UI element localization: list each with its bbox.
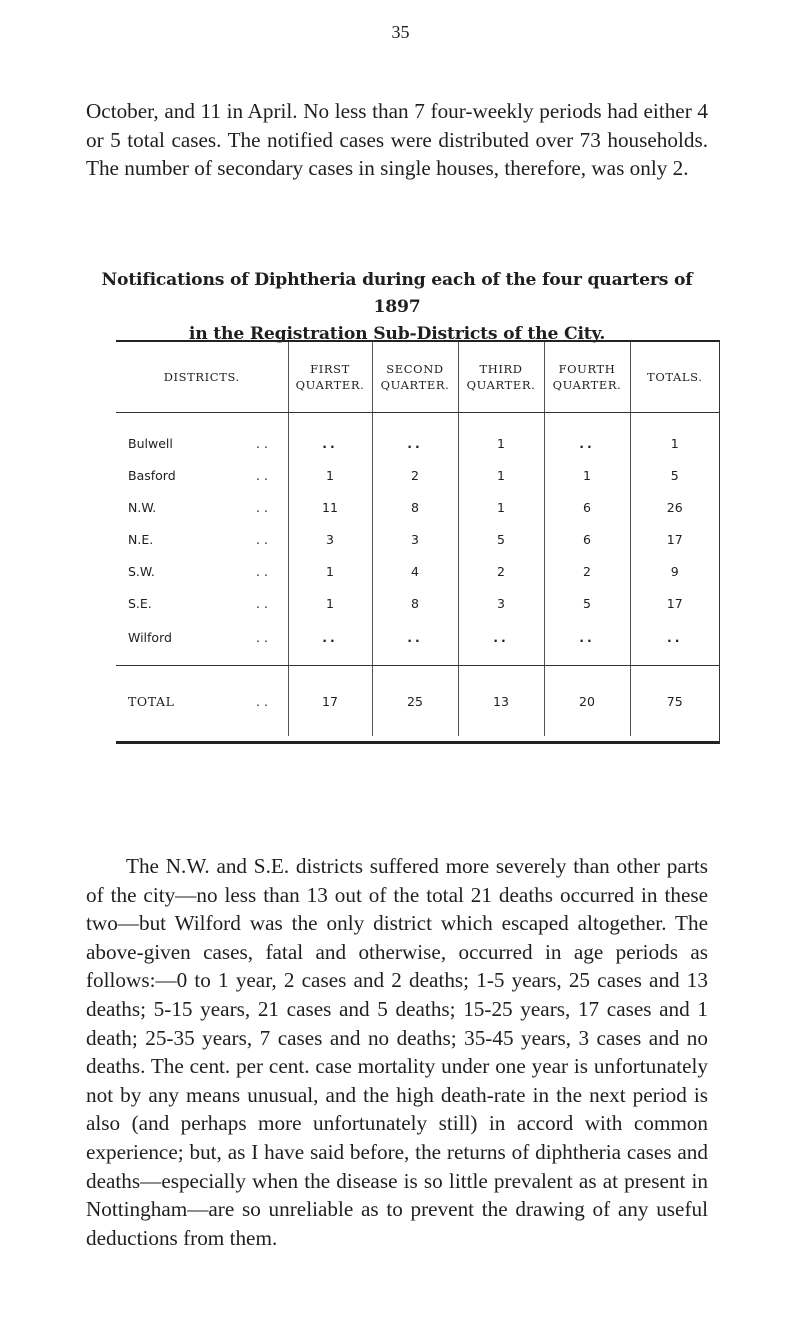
q4-cell: 5 [544,587,630,619]
total-cell: 26 [630,491,719,523]
district-cell: Bulwell .. [128,435,272,451]
diphtheria-table [116,340,720,744]
header-fourth-quarter: FOURTH QUARTER. [544,342,630,413]
q1-cell: 1 [288,555,372,587]
q1-cell: 1 [288,587,372,619]
q2-cell: .. [372,619,458,666]
q3-cell: 1 [458,459,544,491]
table-row [116,459,719,491]
table-heading [86,267,708,348]
table-heading-line-1: Notifications of Diphtheria during each of the four quarters of 1897 [101,270,693,317]
header-districts: DISTRICTS. [116,342,288,413]
total-q2: 25 [372,666,458,737]
grand-total: 75 [630,666,719,737]
q4-cell: 1 [544,459,630,491]
table-row [116,555,719,587]
total-q3: 13 [458,666,544,737]
notifications-table [116,342,719,736]
table-header-row [116,342,719,413]
q4-cell: .. [544,619,630,666]
q1-cell: 11 [288,491,372,523]
q3-cell: 1 [458,413,544,460]
q2-cell: .. [372,413,458,460]
header-totals: TOTALS. [630,342,719,413]
total-cell: 17 [630,523,719,555]
q2-cell: 8 [372,491,458,523]
total-label: TOTAL .. [128,693,272,709]
q2-cell: 8 [372,587,458,619]
q3-cell: 1 [458,491,544,523]
table-row [116,587,719,619]
header-third-quarter: THIRD QUARTER. [458,342,544,413]
q1-cell: 1 [288,459,372,491]
total-cell: 17 [630,587,719,619]
q1-cell: .. [288,619,372,666]
q4-cell: 6 [544,523,630,555]
closing-paragraph: The N.W. and S.E. districts suffered more severely than other parts of the city—no less than 13 out of the total 21 deaths occurred in these two—but Wilford was the only district which escaped altogether. The above-given cases, fatal and otherwise, occurred in age periods as follows:—0 to 1 year, 2 cases and 2 deaths; 1-5 years, 25 cases and 13 deaths; 5-15 years, 21 cases and 5 deaths; 15-25 years, 17 cases and 1 death; 25-35 years, 7 cases and no deaths; 35-45 years, 3 cases and no deaths. The cent. per cent. case mortality under one year is unfortunately not by any means unusual, and the high death-rate in the next period is also (and perhaps more unfortunately still) in accord with common experience; but, as I have said before, the returns of diphtheria cases and deaths—especially when the disease is so little prevalent as at present in Nottingham—are so unreliable as to prevent the drawing of any useful deductions from them. [86,854,708,1250]
intro-paragraph: October, and 11 in April. No less than 7 four-weekly periods had either 4 or 5 total cases. The notified cases were distributed over 73 households. The number of secondary cases in single houses, therefore, was only 2. [86,99,708,181]
total-q1: 17 [288,666,372,737]
district-cell: Wilford .. [116,619,288,666]
q2-cell: 4 [372,555,458,587]
total-cell: 1 [630,413,719,460]
table-row [116,491,719,523]
district-cell: S.W. .. [128,563,272,579]
q1-cell: 3 [288,523,372,555]
q4-cell: .. [544,413,630,460]
district-cell: Basford .. [128,467,272,483]
header-first-quarter: FIRST QUARTER. [288,342,372,413]
table-row [116,619,719,666]
total-cell: .. [630,619,719,666]
total-cell: 5 [630,459,719,491]
total-cell: 9 [630,555,719,587]
page-number: 35 [391,22,410,42]
table-heading-line-2: in the Registration Sub-Districts of the City. [188,324,606,344]
q3-cell: .. [458,619,544,666]
header-second-quarter: SECOND QUARTER. [372,342,458,413]
table-row [116,523,719,555]
q2-cell: 2 [372,459,458,491]
total-q4: 20 [544,666,630,737]
district-cell: N.E. .. [128,531,272,547]
total-row [116,666,719,737]
q3-cell: 5 [458,523,544,555]
district-cell: N.W. .. [128,499,272,515]
table-row [116,413,719,460]
q4-cell: 6 [544,491,630,523]
q1-cell: .. [288,413,372,460]
q2-cell: 3 [372,523,458,555]
q3-cell: 2 [458,555,544,587]
q3-cell: 3 [458,587,544,619]
q4-cell: 2 [544,555,630,587]
district-cell: S.E. .. [128,595,272,611]
